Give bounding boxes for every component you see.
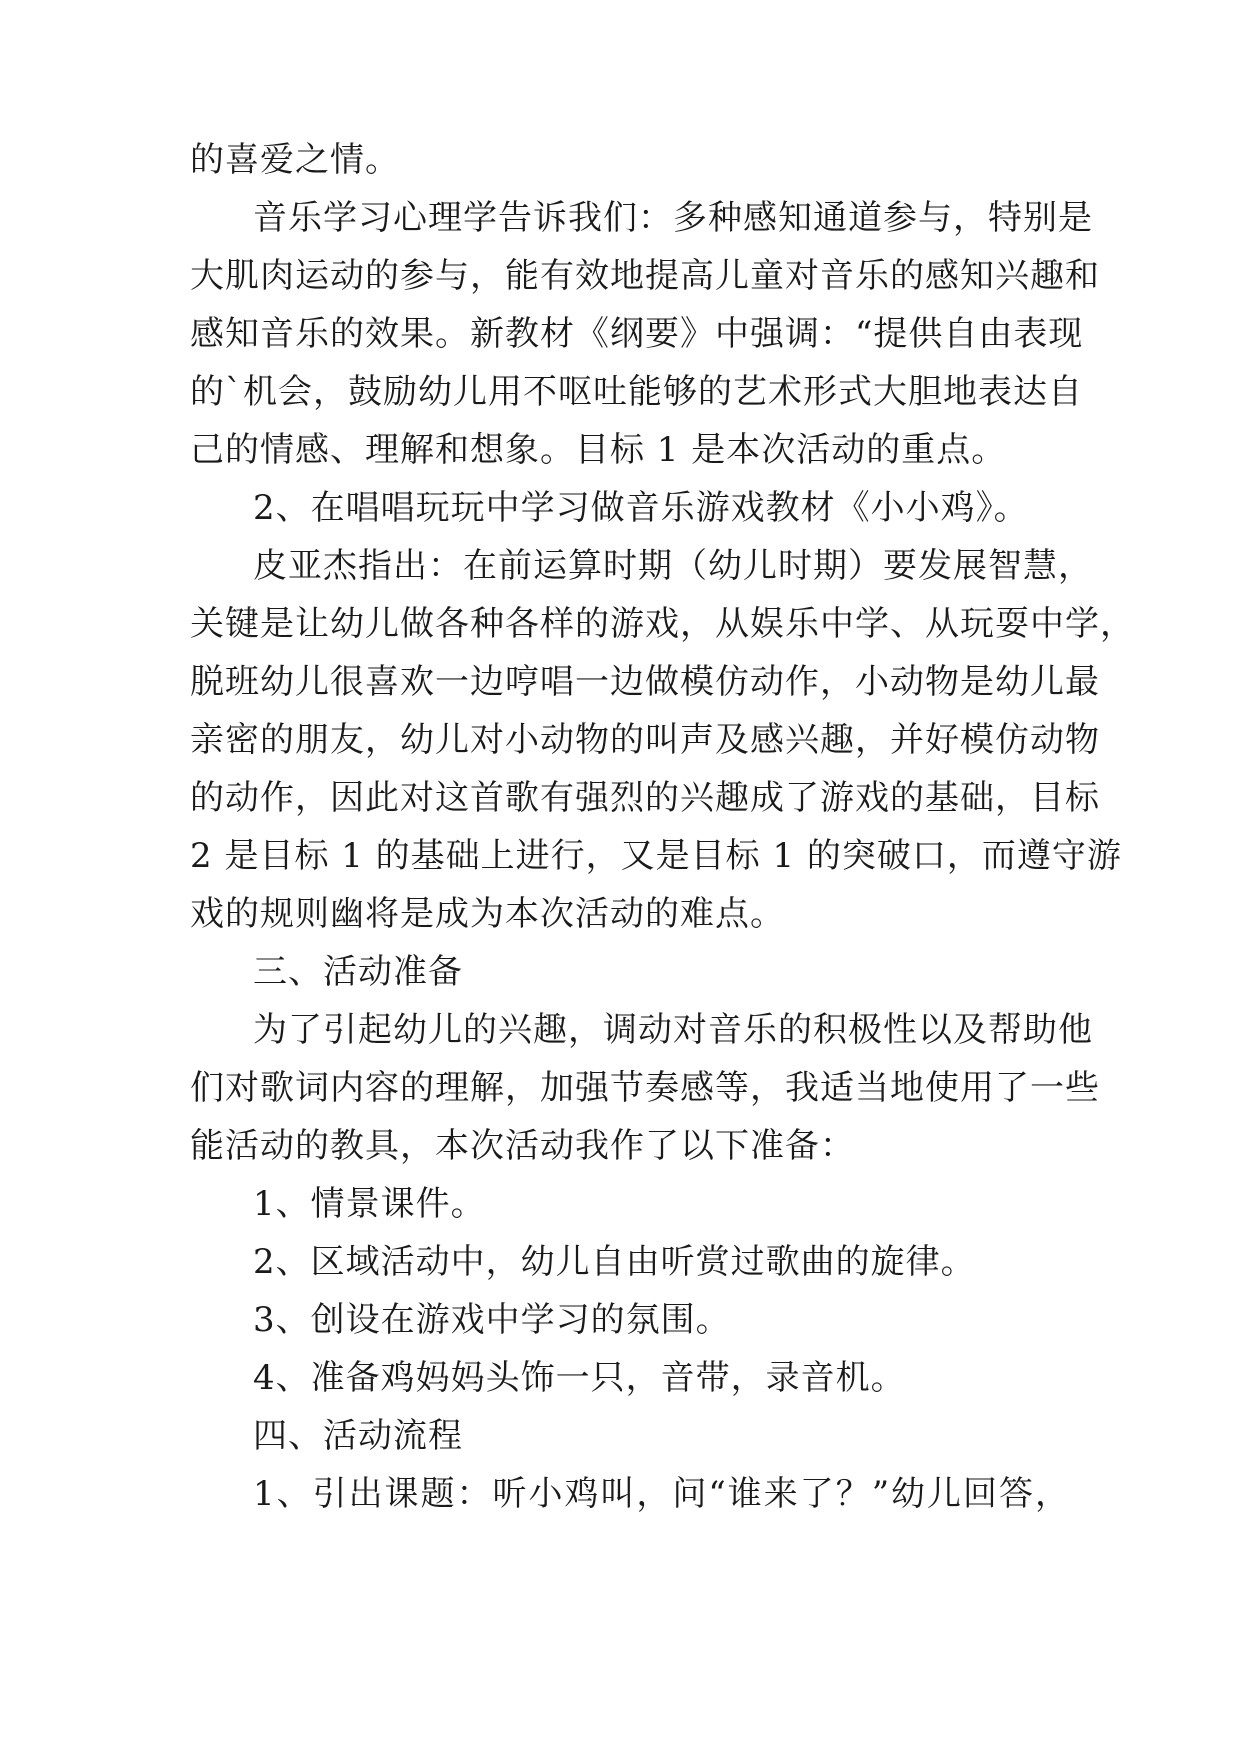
list-item: 3、创设在游戏中学习的氛围。 bbox=[253, 1300, 731, 1340]
list-item: 2、区域活动中，幼儿自由听赏过歌曲的旋律。 bbox=[253, 1242, 976, 1282]
text-line: 的`机会，鼓励幼儿用不呕吐能够的艺术形式大胆地表达自 bbox=[190, 372, 1083, 412]
text-line: 戏的规则幽将是成为本次活动的难点。 bbox=[190, 894, 785, 934]
text-line: 皮亚杰指出：在前运算时期（幼儿时期）要发展智慧， bbox=[253, 546, 1093, 586]
section-heading: 三、活动准备 bbox=[253, 952, 463, 992]
text-line: 亲密的朋友，幼儿对小动物的叫声及感兴趣，并好模仿动物 bbox=[190, 720, 1100, 760]
text-line: 脱班幼儿很喜欢一边哼唱一边做模仿动作，小动物是幼儿最 bbox=[190, 662, 1100, 702]
text-line: 大肌肉运动的参与，能有效地提高儿童对音乐的感知兴趣和 bbox=[190, 256, 1100, 296]
text-line: 1、引出课题：听小鸡叫，问“谁来了？”幼儿回答， bbox=[253, 1474, 1070, 1514]
text-line: 己的情感、理解和想象。目标 1 是本次活动的重点。 bbox=[190, 430, 1007, 470]
text-line: 的动作，因此对这首歌有强烈的兴趣成了游戏的基础，目标 bbox=[190, 778, 1100, 818]
text-line: 感知音乐的效果。新教材《纲要》中强调：“提供自由表现 bbox=[190, 314, 1084, 354]
text-line: 关键是让幼儿做各种各样的游戏，从娱乐中学、从玩耍中学， bbox=[190, 604, 1135, 644]
text-line: 2、在唱唱玩玩中学习做音乐游戏教材《小小鸡》。 bbox=[253, 488, 1029, 528]
text-line: 们对歌词内容的理解，加强节奏感等，我适当地使用了一些 bbox=[190, 1068, 1100, 1108]
section-heading: 四、活动流程 bbox=[253, 1416, 463, 1456]
text-line: 的喜爱之情。 bbox=[190, 140, 400, 180]
text-line: 能活动的教具，本次活动我作了以下准备： bbox=[190, 1126, 855, 1166]
list-item: 1、情景课件。 bbox=[253, 1184, 486, 1224]
text-line: 2 是目标 1 的基础上进行，又是目标 1 的突破口，而遵守游 bbox=[190, 836, 1122, 876]
list-item: 4、准备鸡妈妈头饰一只，音带，录音机。 bbox=[253, 1358, 906, 1398]
text-line: 为了引起幼儿的兴趣，调动对音乐的积极性以及帮助他 bbox=[253, 1010, 1093, 1050]
text-line: 音乐学习心理学告诉我们：多种感知通道参与，特别是 bbox=[253, 198, 1093, 238]
